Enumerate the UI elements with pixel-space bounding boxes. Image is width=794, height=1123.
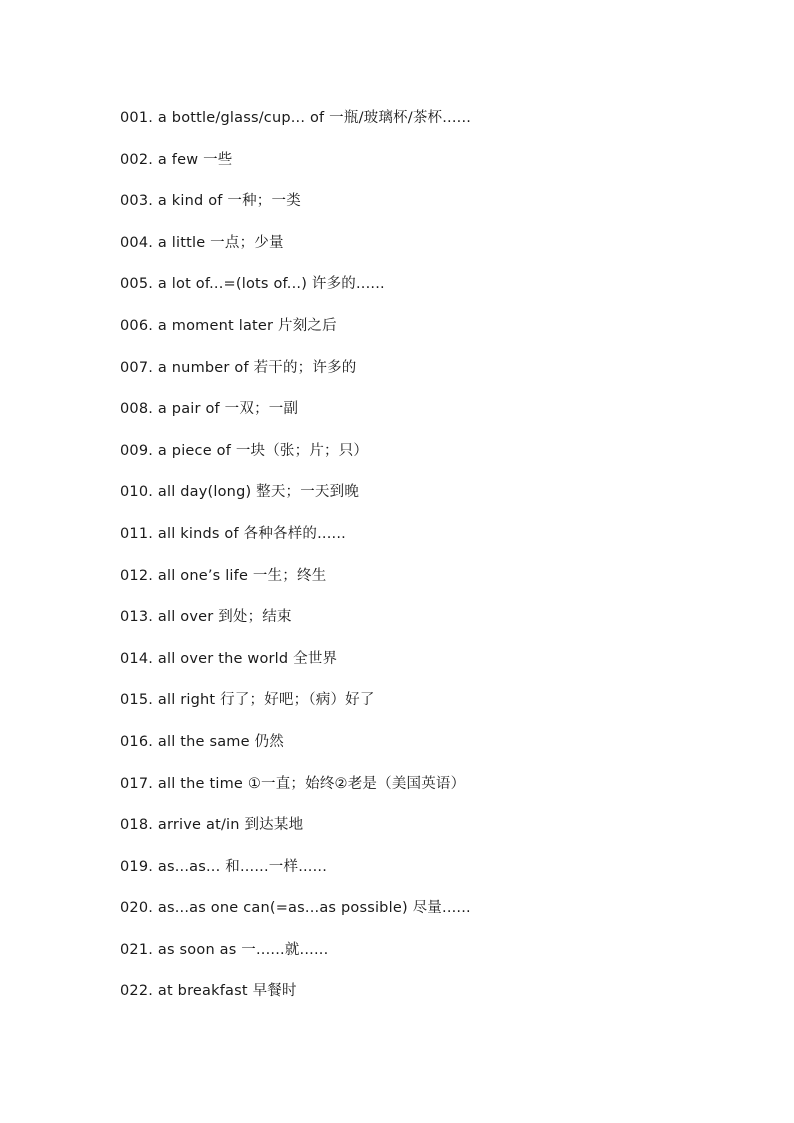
list-item [120,564,740,606]
list-item [120,106,740,148]
phrase-text: 015. all right 行了；好吧；（病）好了 [120,692,375,709]
phrase-text: 012. all one’s life 一生；终生 [120,567,327,584]
list-item [120,730,740,772]
phrase-text: 009. a piece of 一块（张；片；只） [120,442,369,459]
phrase-text: 010. all day(long) 整天；一天到晚 [120,484,360,501]
phrase-text: 003. a kind of 一种；一类 [120,193,301,210]
list-item [120,189,740,231]
phrase-text: 007. a number of 若干的；许多的 [120,359,357,376]
list-item [120,522,740,564]
list-item [120,688,740,730]
list-item [120,356,740,398]
phrase-text: 017. all the time ①一直；始终②老是（美国英语） [120,775,466,792]
list-item [120,647,740,689]
list-item [120,979,740,1021]
list-item [120,397,740,439]
phrase-text: 008. a pair of 一双；一副 [120,401,299,418]
list-item [120,480,740,522]
list-item [120,148,740,190]
list-item [120,896,740,938]
list-item [120,439,740,481]
phrase-text: 011. all kinds of 各种各样的...... [120,525,346,542]
phrase-text: 001. a bottle/glass/cup... of 一瓶/玻璃杯/茶杯...... [120,110,472,126]
phrase-text: 021. as soon as 一......就...... [120,941,329,958]
list-item [120,231,740,273]
phrase-list [120,106,740,1021]
phrase-text: 018. arrive at/in 到达某地 [120,817,304,834]
list-item [120,813,740,855]
phrase-text: 014. all over the world 全世界 [120,650,338,667]
phrase-text: 022. at breakfast 早餐时 [120,983,297,1000]
phrase-text: 002. a few 一些 [120,151,233,168]
list-item [120,314,740,356]
phrase-text: 016. all the same 仍然 [120,733,284,750]
list-item [120,272,740,314]
list-item [120,855,740,897]
phrase-text: 019. as...as... 和......一样...... [120,858,328,875]
phrase-text: 005. a lot of...=(lots of...) 许多的...... [120,276,385,293]
list-item [120,772,740,814]
phrase-text: 013. all over 到处；结束 [120,609,292,626]
phrase-text: 006. a moment later 片刻之后 [120,317,337,334]
phrase-text: 004. a little 一点；少量 [120,234,284,251]
list-item [120,605,740,647]
phrase-text: 020. as...as one can(=as...as possible) 尽量...... [120,900,471,917]
list-item [120,938,740,980]
